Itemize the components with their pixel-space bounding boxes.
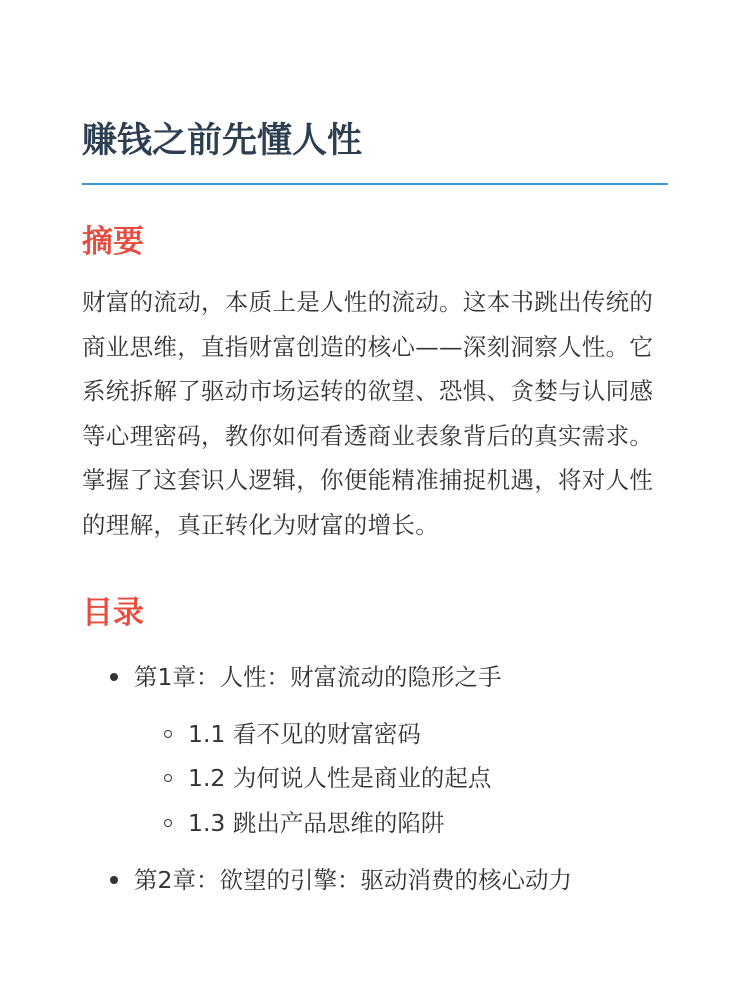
toc-section-1-3[interactable]: 1.3 跳出产品思维的陷阱 xyxy=(188,809,445,837)
title-divider xyxy=(82,183,668,185)
section-bullet-icon xyxy=(164,730,172,738)
section-bullet-icon xyxy=(164,819,172,827)
chapter-bullet-icon xyxy=(110,876,118,884)
chapter-bullet-icon xyxy=(110,673,118,681)
section-bullet-icon xyxy=(164,774,172,782)
summary-text: 财富的流动，本质上是人性的流动。这本书跳出传统的商业思维，直指财富创造的核心——深刻洞察人性。它系统拆解了驱动市场运转的欲望、恐惧、贪婪与认同感等心理密码，教你如何看透商业表象背后的真实需求。掌握了这套识人逻辑，你便能精准捕捉机遇，将对人性的理解，真正转化为财富的增长。 xyxy=(82,288,654,539)
toc-section-1-2[interactable]: 1.2 为何说人性是商业的起点 xyxy=(188,764,492,792)
toc-heading: 目录 xyxy=(82,595,144,631)
book-title: 赚钱之前先懂人性 xyxy=(82,121,363,161)
toc-section-1-1[interactable]: 1.1 看不见的财富密码 xyxy=(188,720,421,748)
summary-heading: 摘要 xyxy=(82,224,144,260)
toc-chapter-1[interactable]: 第1章：人性：财富流动的隐形之手 xyxy=(134,663,502,691)
toc-chapter-2[interactable]: 第2章：欲望的引擎：驱动消费的核心动力 xyxy=(134,866,572,894)
